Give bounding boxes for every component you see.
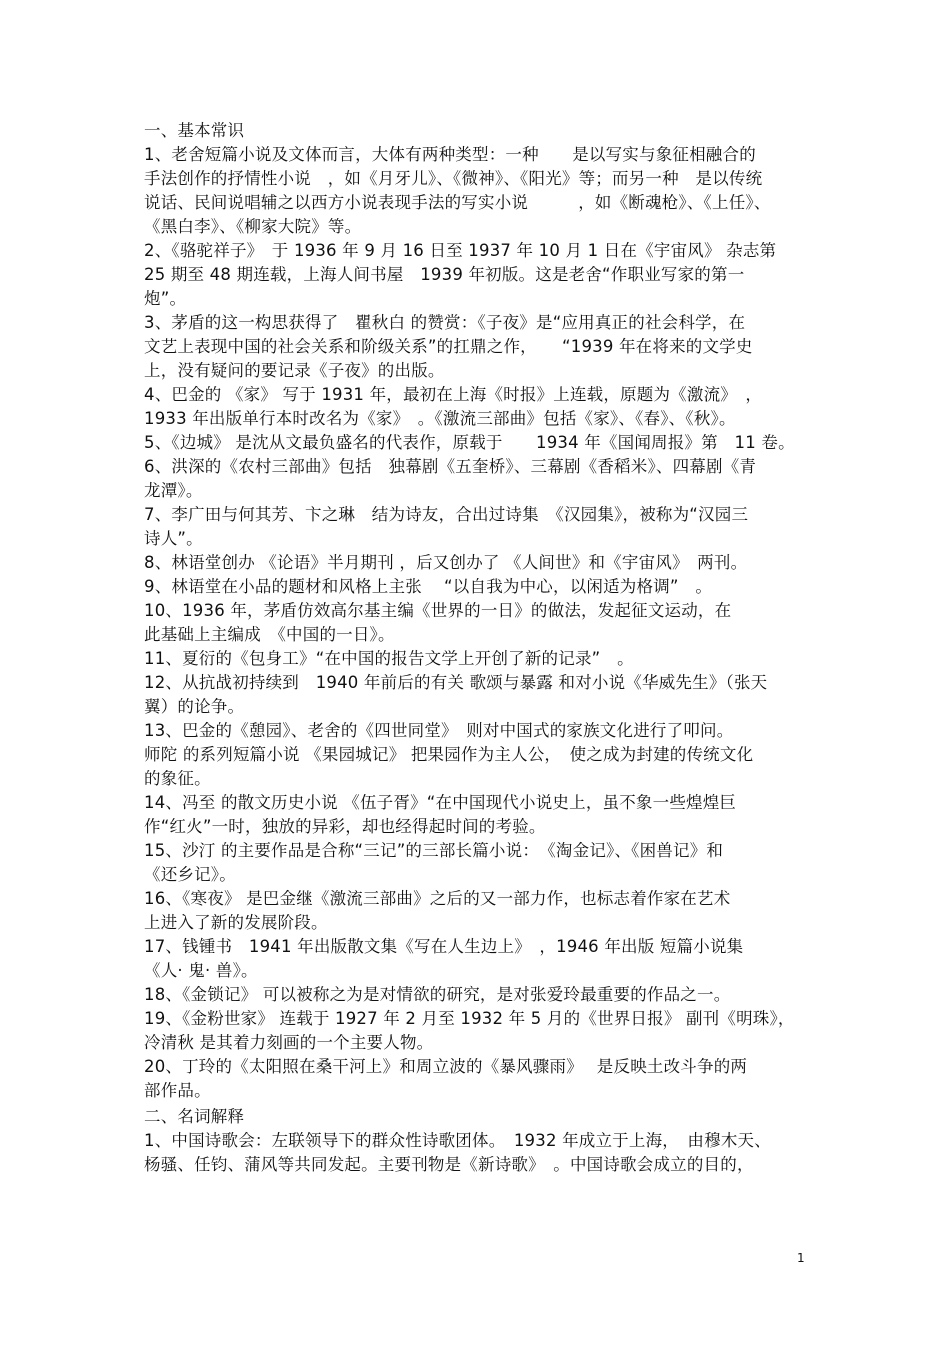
text-line: 此基础上主编成 《中国的一日》。 xyxy=(144,625,395,644)
text-line: 《还乡记》。 xyxy=(144,865,236,884)
text-line: 文艺上表现中国的社会关系和阶级关系”的扛鼎之作， “1939 年在将来的文学史 xyxy=(144,337,753,356)
text-line: 龙潭》。 xyxy=(144,481,203,500)
text-line: 3、茅盾的这一构思获得了 瞿秋白 的赞赏：《子夜》是“应用真正的社会科学，在 xyxy=(144,313,746,332)
text-line: 5、《边城》 是沈从文最负盛名的代表作，原载于 1934 年《国闻周报》第 11 卷。 xyxy=(144,433,795,452)
text-line: 18、《金锁记》 可以被称之为是对情欲的研究，是对张爱玲最重要的作品之一。 xyxy=(144,985,731,1004)
text-line: 1、老舍短篇小说及文体而言，大体有两种类型：一种 是以写实与象征相融合的 xyxy=(144,145,756,164)
page-number: 1 xyxy=(797,1251,805,1265)
text-line: 诗人”。 xyxy=(144,529,203,548)
text-line: 1933 年出版单行本时改名为《家》 。《激流三部曲》包括《家》、《春》、《秋》。 xyxy=(144,409,736,428)
text-line: 19、《金粉世家》 连载于 1927 年 2 月至 1932 年 5 月的《世界日报》 副刊《明珠》， xyxy=(144,1009,795,1028)
text-line: 《黑白李》、《柳家大院》等。 xyxy=(144,217,362,236)
text-line: 11、夏衍的《包身工》“在中国的报告文学上开创了新的记录” 。 xyxy=(144,649,634,668)
text-line: 冷清秋 是其着力刻画的一个主要人物。 xyxy=(144,1033,434,1052)
text-line: 10、1936 年，茅盾仿效高尔基主编《世界的一日》的做法，发起征文运动，在 xyxy=(144,601,732,620)
text-line: 16、《寒夜》 是巴金继《激流三部曲》之后的又一部力作，也标志着作家在艺术 xyxy=(144,889,731,908)
text-line: 作“红火”一时，独放的异彩，却也经得起时间的考验。 xyxy=(144,817,546,836)
text-line: 《人· 鬼· 兽》。 xyxy=(144,961,258,980)
text-line: 14、冯至 的散文历史小说 《伍子胥》“在中国现代小说史上，虽不象一些煌煌巨 xyxy=(144,793,737,812)
page-content xyxy=(144,117,814,1177)
text-line: 17、钱锺书 1941 年出版散文集《写在人生边上》 ，1946 年出版 短篇小说集 xyxy=(144,937,744,956)
text-line: 的象征。 xyxy=(144,769,211,788)
text-line: 1、中国诗歌会：左联领导下的群众性诗歌团体。 1932 年成立于上海， 由穆木天、 xyxy=(144,1131,771,1150)
text-line: 20、丁玲的《太阳照在桑干河上》和周立波的《暴风骤雨》 是反映土改斗争的两 xyxy=(144,1057,748,1076)
text-line: 12、从抗战初持续到 1940 年前后的有关 歌颂与暴露 和对小说《华威先生》（张天 xyxy=(144,673,768,692)
text-line: 翼）的论争。 xyxy=(144,697,245,716)
text-line: 手法创作的抒情性小说 ，如《月牙儿》、《微神》、《阳光》等；而另一种 是以传统 xyxy=(144,169,763,188)
text-line: 部作品。 xyxy=(144,1081,211,1100)
text-line: 炮”。 xyxy=(144,289,187,308)
section-heading-basic-knowledge: 一、基本常识 xyxy=(144,121,245,140)
text-line: 说话、民间说唱辅之以西方小说表现手法的写实小说 ，如《断魂枪》、《上任》、 xyxy=(144,193,771,212)
text-line: 13、巴金的《憩园》、老舍的《四世同堂》 则对中国式的家族文化进行了叩问。 xyxy=(144,721,734,740)
text-line: 杨骚、任钧、蒲风等共同发起。主要刊物是《新诗歌》 。中国诗歌会成立的目的， xyxy=(144,1155,754,1174)
section-heading-term-explanation: 二、名词解释 xyxy=(144,1107,245,1126)
text-line: 上进入了新的发展阶段。 xyxy=(144,913,328,932)
text-line: 上，没有疑问的要记录《子夜》的出版。 xyxy=(144,361,445,380)
text-line: 4、巴金的 《家》 写于 1931 年，最初在上海《时报》上连载，原题为《激流》 ， xyxy=(144,385,763,404)
text-line: 7、李广田与何其芳、卞之琳 结为诗友，合出过诗集 《汉园集》，被称为“汉园三 xyxy=(144,505,749,524)
text-line: 2、《骆驼祥子》 于 1936 年 9 月 16 日至 1937 年 10 月 1 日在《宇宙风》 杂志第 xyxy=(144,241,777,260)
text-line: 6、洪深的《农村三部曲》包括 独幕剧《五奎桥》、三幕剧《香稻米》、四幕剧《青 xyxy=(144,457,757,476)
text-line: 8、林语堂创办 《论语》半月期刊 ，后又创办了 《人间世》和《宇宙风》 两刊。 xyxy=(144,553,748,572)
text-line: 25 期至 48 期连载，上海人间书屋 1939 年初版。这是老舍“作职业写家的第一 xyxy=(144,265,745,284)
text-line: 师陀 的系列短篇小说 《果园城记》 把果园作为主人公， 使之成为封建的传统文化 xyxy=(144,745,754,764)
text-line: 9、林语堂在小品的题材和风格上主张 “以自我为中心，以闲适为格调” 。 xyxy=(144,577,713,596)
text-line: 15、沙汀 的主要作品是合称“三记”的三部长篇小说： 《淘金记》、《困兽记》和 xyxy=(144,841,724,860)
